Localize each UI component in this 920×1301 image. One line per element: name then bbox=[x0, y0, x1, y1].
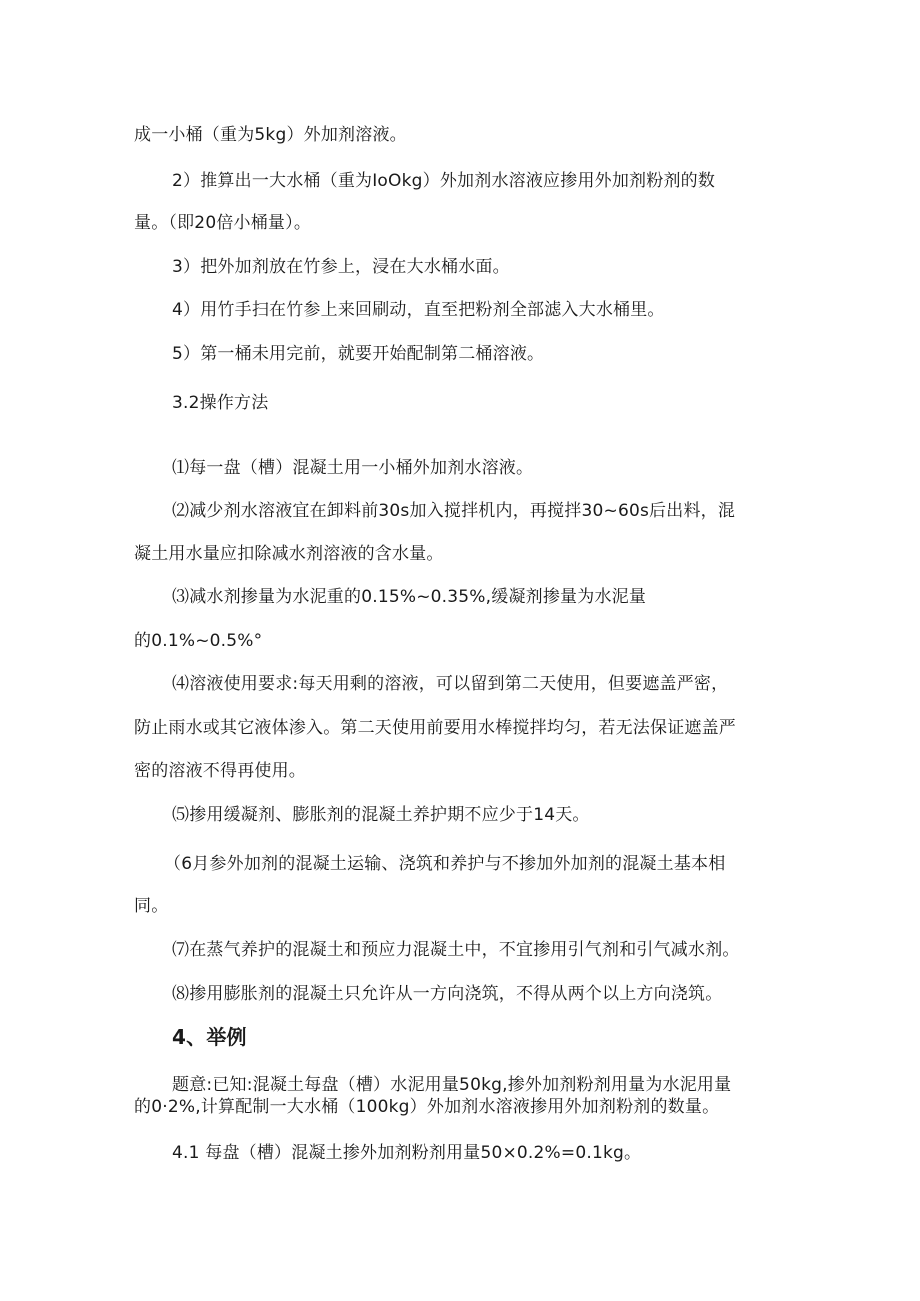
text-line: 的0.1%~0.5%° bbox=[134, 631, 263, 651]
text-line: 防止雨水或其它液体渗入。第二天使用前要用水棒搅拌均匀，若无法保证遮盖严 bbox=[134, 718, 736, 738]
text-line: 2）推算出一大水桶（重为IoOkg）外加剂水溶液应掺用外加剂粉剂的数 bbox=[172, 171, 716, 191]
text-line: ⑶减水剂掺量为水泥重的0.15%~0.35%,缓凝剂掺量为水泥量 bbox=[172, 587, 647, 607]
text-line: 4.1 每盘（槽）混凝土掺外加剂粉剂用量50×0.2%=0.1kg。 bbox=[172, 1143, 642, 1163]
text-line: ⑸掺用缓凝剂、膨胀剂的混凝土养护期不应少于14天。 bbox=[172, 805, 590, 825]
text-line: ⑺在蒸气养护的混凝土和预应力混凝土中，不宜掺用引气剂和引气减水剂。 bbox=[172, 940, 740, 960]
text-line: 成一小桶（重为5kg）外加剂溶液。 bbox=[134, 125, 407, 145]
text-line: 量。（即20倍小桶量）。 bbox=[134, 213, 312, 233]
text-line: （6月参外加剂的混凝土运输、浇筑和养护与不掺加外加剂的混凝土基本相 bbox=[164, 854, 726, 874]
text-line: ⑷溶液使用要求:每天用剩的溶液，可以留到第二天使用，但要遮盖严密， bbox=[172, 674, 729, 694]
text-line: 5）第一桶未用完前，就要开始配制第二桶溶液。 bbox=[172, 344, 545, 364]
text-line: 3）把外加剂放在竹参上，浸在大水桶水面。 bbox=[172, 257, 510, 277]
text-line: 密的溶液不得再使用。 bbox=[134, 761, 306, 781]
text-line: 的0·2%,计算配制一大水桶（100kg）外加剂水溶液掺用外加剂粉剂的数量。 bbox=[134, 1097, 720, 1117]
text-line: ⑵减少剂水溶液宜在卸料前30s加入搅拌机内，再搅拌30~60s后出料，混 bbox=[172, 501, 736, 521]
section-heading: 4、举例 bbox=[172, 1025, 247, 1049]
text-line: 4）用竹手扫在竹参上来回刷动，直至把粉剂全部滤入大水桶里。 bbox=[172, 300, 665, 320]
text-line: ⑻掺用膨胀剂的混凝土只允许从一方向浇筑，不得从两个以上方向浇筑。 bbox=[172, 984, 723, 1004]
section-heading: 3.2操作方法 bbox=[172, 393, 269, 413]
text-line: ⑴每一盘（槽）混凝土用一小桶外加剂水溶液。 bbox=[172, 458, 534, 478]
text-line: 题意:已知:混凝土每盘（槽）水泥用量50kg,掺外加剂粉剂用量为水泥用量 bbox=[172, 1075, 732, 1095]
text-line: 凝土用水量应扣除减水剂溶液的含水量。 bbox=[134, 544, 444, 564]
text-line: 同。 bbox=[134, 896, 169, 916]
